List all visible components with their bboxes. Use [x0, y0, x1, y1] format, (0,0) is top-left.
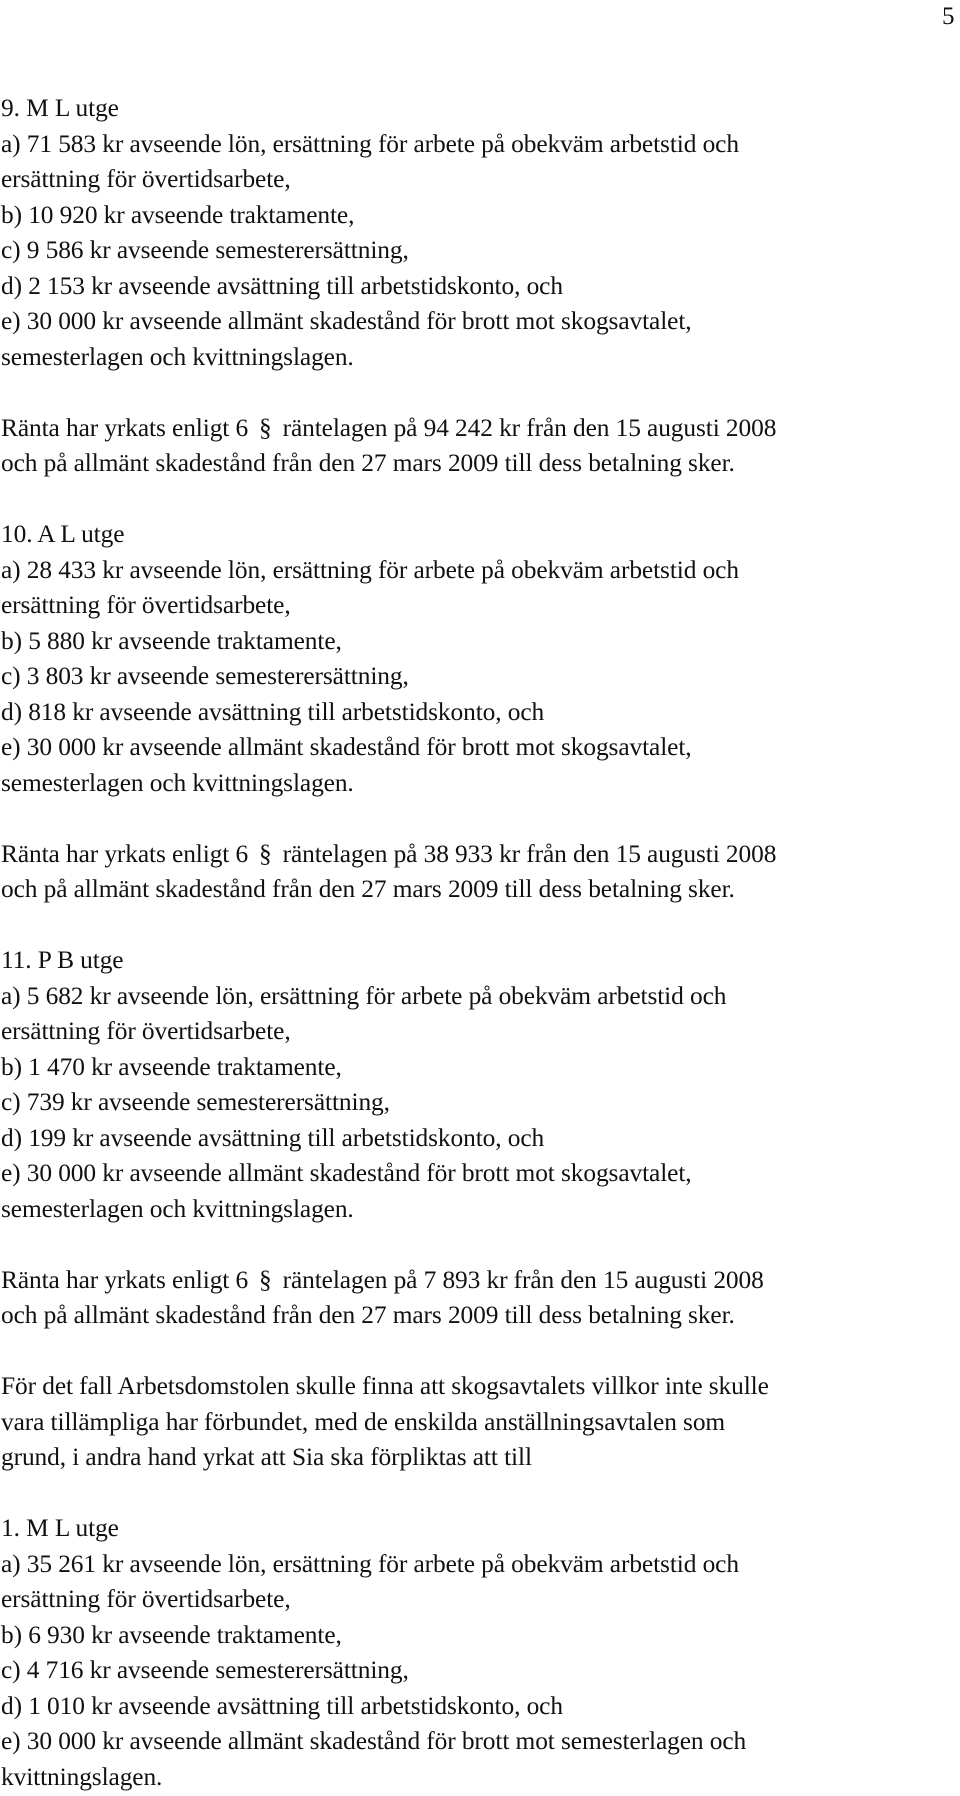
interest-text-end: räntelagen på 7 893 kr från den 15 augusti 2008 [282, 1265, 764, 1294]
claim-item: e) 30 000 kr avseende allmänt skadestånd för brott mot semesterlagen och [1, 1727, 747, 1755]
interest-text-start: Ränta har yrkats enligt 6 [1, 1265, 249, 1294]
interest-text-start: Ränta har yrkats enligt 6 [1, 413, 249, 442]
claim-section-10 [1, 517, 956, 908]
paragraph-symbol: § [259, 839, 272, 868]
interest-claim-continued: och på allmänt skadestånd från den 27 mars 2009 till dess betalning sker. [1, 875, 735, 903]
claim-item: c) 739 kr avseende semesterersättning, [1, 1088, 390, 1116]
claim-item: c) 9 586 kr avseende semesterersättning, [1, 236, 409, 264]
paragraph-symbol: § [259, 413, 272, 442]
interest-claim [1, 411, 956, 447]
claim-item: semesterlagen och kvittningslagen. [1, 1194, 354, 1223]
claim-item: c) 4 716 kr avseende semesterersättning, [1, 1656, 409, 1684]
interest-claim-continued: och på allmänt skadestånd från den 27 mars 2009 till dess betalning sker. [1, 1301, 735, 1329]
claim-item: ersättning för övertidsarbete, [1, 1017, 291, 1045]
claim-item: a) 28 433 kr avseende lön, ersättning för arbete på obekväm arbetstid och [1, 555, 739, 584]
claim-item: a) 5 682 kr avseende lön, ersättning för arbete på obekväm arbetstid och [1, 981, 727, 1010]
interest-claim-continued: och på allmänt skadestånd från den 27 mars 2009 till dess betalning sker. [1, 449, 735, 477]
claim-item: ersättning för övertidsarbete, [1, 165, 291, 193]
claim-heading: 1. M L utge [1, 1514, 119, 1542]
interest-text-end: räntelagen på 94 242 kr från den 15 augusti 2008 [282, 413, 777, 442]
claim-item: b) 6 930 kr avseende traktamente, [1, 1620, 342, 1649]
claim-item: a) 35 261 kr avseende lön, ersättning för arbete på obekväm arbetstid och [1, 1549, 739, 1578]
claim-item: semesterlagen och kvittningslagen. [1, 342, 354, 371]
paragraph-line: grund, i andra hand yrkat att Sia ska förpliktas att till [1, 1443, 532, 1471]
alternative-claim-section-1 [1, 1511, 956, 1795]
paragraph-line: vara tillämpliga har förbundet, med de enskilda anställningsavtalen som [1, 1407, 726, 1436]
interest-text-start: Ränta har yrkats enligt 6 [1, 839, 249, 868]
claim-section-11 [1, 943, 956, 1334]
claim-item: e) 30 000 kr avseende allmänt skadestånd för brott mot skogsavtalet, [1, 733, 692, 761]
interest-claim [1, 837, 956, 873]
claim-item: e) 30 000 kr avseende allmänt skadestånd för brott mot skogsavtalet, [1, 307, 692, 335]
claim-item: d) 1 010 kr avseende avsättning till arbetstidskonto, och [1, 1691, 563, 1720]
document-body [1, 91, 956, 1795]
claim-heading: 10. A L utge [1, 520, 125, 548]
claim-item: d) 2 153 kr avseende avsättning till arbetstidskonto, och [1, 271, 563, 300]
interest-text-end: räntelagen på 38 933 kr från den 15 augusti 2008 [282, 839, 777, 868]
claim-heading: 9. M L utge [1, 94, 119, 122]
paragraph-line: För det fall Arbetsdomstolen skulle finna att skogsavtalets villkor inte skulle [1, 1372, 769, 1400]
claim-item: ersättning för övertidsarbete, [1, 1585, 291, 1613]
claim-heading: 11. P B utge [1, 946, 124, 974]
claim-item: d) 818 kr avseende avsättning till arbetstidskonto, och [1, 697, 545, 726]
claim-item: kvittningslagen. [1, 1762, 163, 1791]
claim-item: b) 10 920 kr avseende traktamente, [1, 200, 355, 229]
claim-section-9 [1, 91, 956, 482]
paragraph-symbol: § [259, 1265, 272, 1294]
claim-item: ersättning för övertidsarbete, [1, 591, 291, 619]
claim-item: semesterlagen och kvittningslagen. [1, 768, 354, 797]
claim-item: c) 3 803 kr avseende semesterersättning, [1, 662, 409, 690]
page-number: 5 [942, 3, 955, 30]
claim-item: d) 199 kr avseende avsättning till arbetstidskonto, och [1, 1123, 545, 1152]
claim-item: b) 1 470 kr avseende traktamente, [1, 1052, 342, 1081]
claim-item: a) 71 583 kr avseende lön, ersättning för arbete på obekväm arbetstid och [1, 129, 739, 158]
interest-claim [1, 1263, 956, 1299]
claim-item: e) 30 000 kr avseende allmänt skadestånd för brott mot skogsavtalet, [1, 1159, 692, 1187]
alternative-claim-paragraph [1, 1369, 956, 1476]
claim-item: b) 5 880 kr avseende traktamente, [1, 626, 342, 655]
